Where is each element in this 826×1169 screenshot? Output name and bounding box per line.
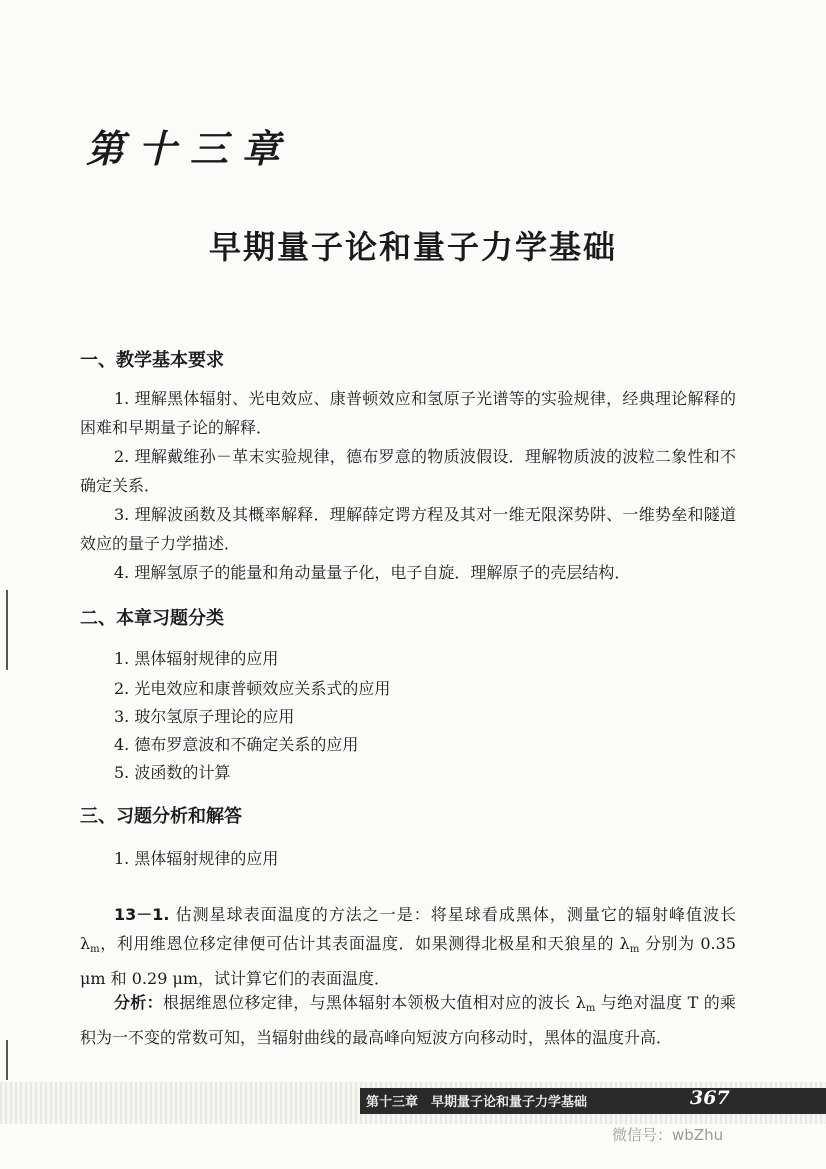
category-item: 3. 玻尔氢原子理论的应用 <box>114 707 295 726</box>
subsection-title: 1. 黑体辐射规律的应用 <box>114 849 279 868</box>
lambda-subscript: m <box>585 1003 596 1014</box>
section-heading-solutions: 三、习题分析和解答 <box>80 806 242 827</box>
watermark: 微信号：wbZhu <box>612 1126 724 1144</box>
analysis-label: 分析： <box>114 993 163 1012</box>
requirement-item: 2. 理解戴维孙－革末实验规律，德布罗意的物质波假设．理解物质波的波粒二象性和不确定关系． <box>80 447 736 495</box>
problem-number: 13－1. <box>114 905 170 924</box>
category-item: 5. 波函数的计算 <box>114 763 231 782</box>
analysis-paragraph <box>80 988 736 1052</box>
problem-13-1 <box>80 900 736 993</box>
lambda-subscript: m <box>90 944 100 955</box>
page-number: 367 <box>690 1087 730 1109</box>
scan-margin-line <box>6 1040 8 1080</box>
chapter-number: 第十三章 <box>86 126 295 171</box>
problem-text: 分别为 0.35 μm 和 0.29 μm，试计算它们的表面温度． <box>80 934 736 988</box>
problem-text: 估测星球表面温度的方法之一是：将星球看成黑体，测量它的辐射峰值波长 λ <box>80 905 736 953</box>
problem-text: ，利用维恩位移定律便可估计其表面温度．如果测得北极星和天狼星的 λ <box>99 934 630 953</box>
category-item: 4. 德布罗意波和不确定关系的应用 <box>114 735 359 754</box>
requirement-item: 3. 理解波函数及其概率解释．理解薛定谔方程及其对一维无限深势阱、一维势垒和隧道效应的量子力学描述． <box>80 505 736 553</box>
analysis-text: 根据维恩位移定律，与黑体辐射本领极大值相对应的波长 λ <box>162 993 586 1012</box>
section-heading-requirements: 一、教学基本要求 <box>80 350 224 371</box>
analysis-text: 与绝对温度 T 的乘积为一不变的常数可知，当辐射曲线的最高峰向短波方向移动时，黑体的温度升高． <box>80 993 736 1047</box>
scan-margin-line <box>6 590 8 670</box>
category-item: 1. 黑体辐射规律的应用 <box>114 649 279 668</box>
section-heading-categories: 二、本章习题分类 <box>80 608 224 629</box>
lambda-subscript: m <box>629 944 640 955</box>
running-title: 第十三章 早期量子论和量子力学基础 <box>366 1095 588 1110</box>
chapter-title: 早期量子论和量子力学基础 <box>208 228 617 266</box>
requirement-item: 1. 理解黑体辐射、光电效应、康普顿效应和氢原子光谱等的实验规律，经典理论解释的困难和早期量子论的解释． <box>80 389 736 437</box>
category-item: 2. 光电效应和康普顿效应关系式的应用 <box>114 679 391 698</box>
requirement-item: 4. 理解氢原子的能量和角动量量子化，电子自旋．理解原子的壳层结构． <box>114 563 631 582</box>
